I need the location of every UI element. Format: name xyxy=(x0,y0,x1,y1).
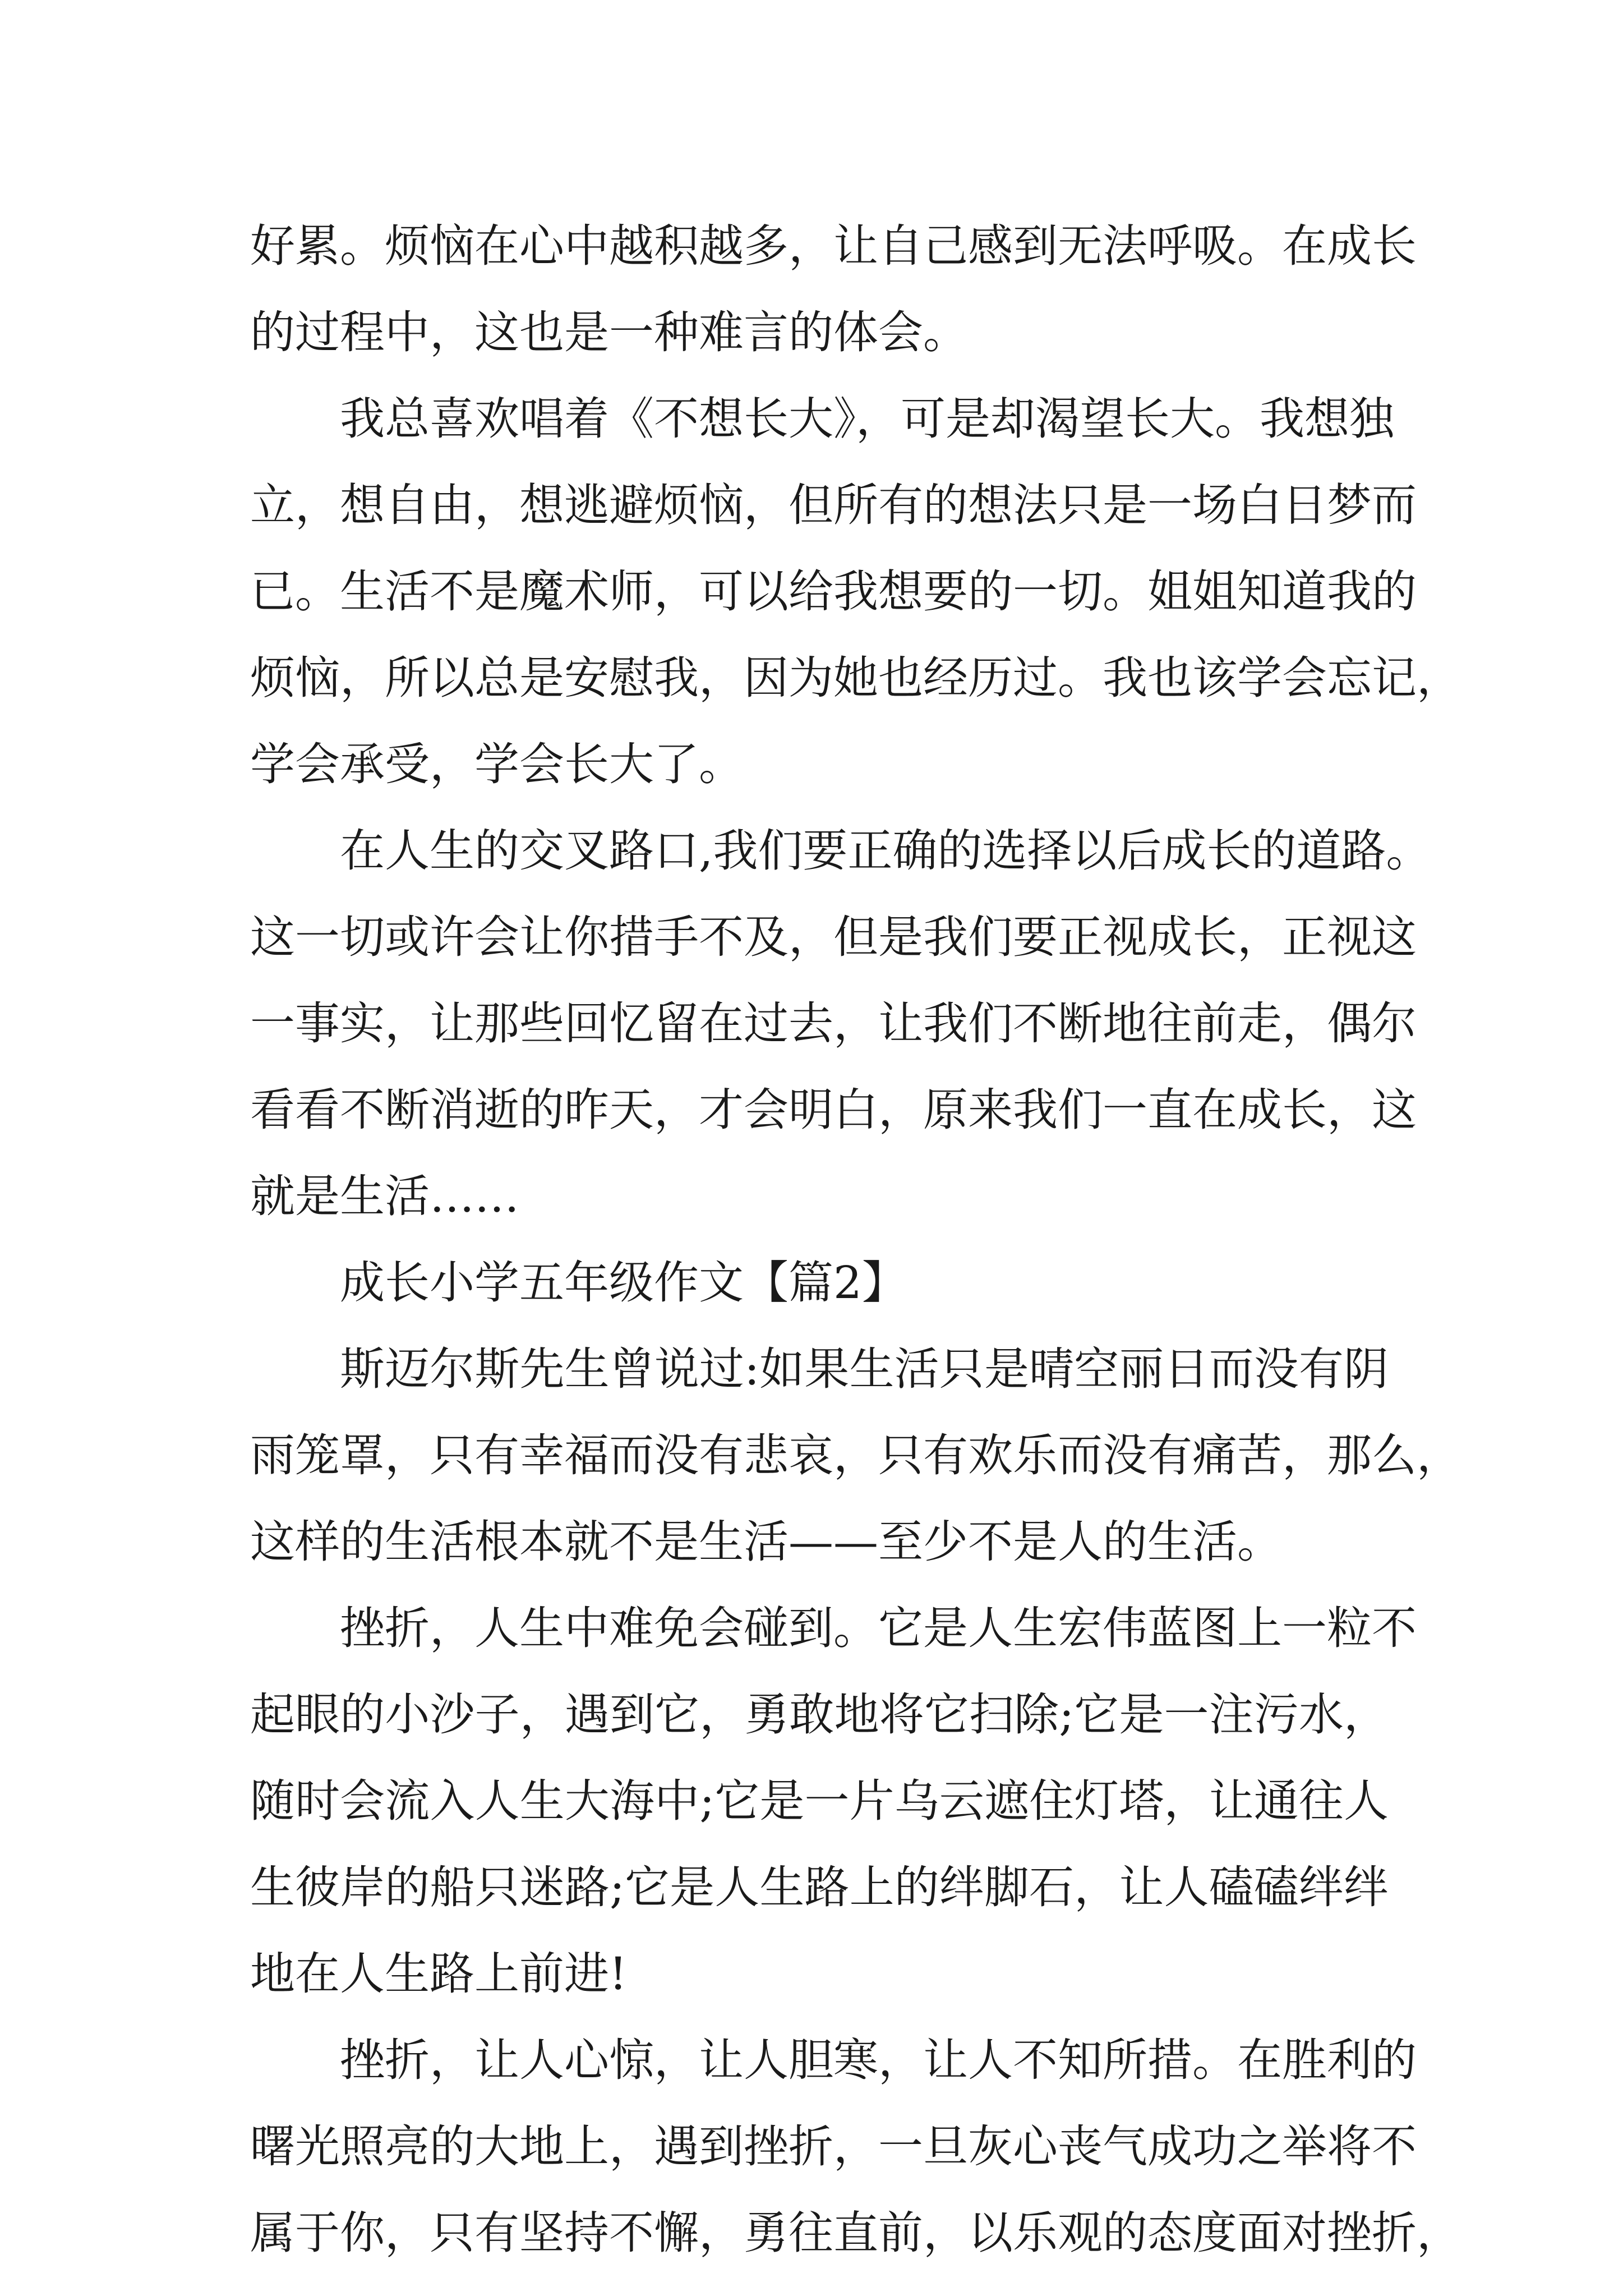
section-heading: 成长小学五年级作文【篇2】 xyxy=(340,1257,907,1309)
text-line: 就是生活…… xyxy=(250,1170,519,1222)
text-line: 一事实，让那些回忆留在过去，让我们不断地往前走，偶尔 xyxy=(250,997,1417,1050)
text-line: 的过程中，这也是一种难言的体会。 xyxy=(250,306,968,358)
paragraph-first-line: 在人生的交叉路口,我们要正确的选择以后成长的道路。 xyxy=(340,825,1431,877)
text-line: 起眼的小沙子，遇到它，勇敢地将它扫除;它是一注污水， xyxy=(250,1688,1389,1741)
text-line: 好累。烦恼在心中越积越多，让自己感到无法呼吸。在成长 xyxy=(250,220,1417,272)
paragraph-first-line: 我总喜欢唱着《不想长大》，可是却渴望长大。我想独 xyxy=(340,393,1394,445)
text-line: 随时会流入人生大海中;它是一片乌云遮住灯塔，让通往人 xyxy=(250,1775,1389,1827)
text-line: 生彼岸的船只迷路;它是人生路上的绊脚石，让人磕磕绊绊 xyxy=(250,1861,1389,1913)
paragraph-first-line: 挫折，让人心惊，让人胆寒，让人不知所措。在胜利的 xyxy=(340,2034,1417,2086)
text-line: 属于你，只有坚持不懈，勇往直前，以乐观的态度面对挫折， xyxy=(250,2207,1461,2259)
text-line: 这样的生活根本就不是生活——至少不是人的生活。 xyxy=(250,1516,1282,1568)
text-line: 曙光照亮的大地上，遇到挫折，一旦灰心丧气成功之举将不 xyxy=(250,2120,1417,2173)
paragraph-first-line: 挫折，人生中难免会碰到。它是人生宏伟蓝图上一粒不 xyxy=(340,1602,1417,1654)
text-line: 已。生活不是魔术师，可以给我想要的一切。姐姐知道我的 xyxy=(250,565,1417,618)
paragraph-first-line: 斯迈尔斯先生曾说过:如果生活只是晴空丽日而没有阴 xyxy=(340,1343,1389,1395)
text-line: 立，想自由，想逃避烦恼，但所有的想法只是一场白日梦而 xyxy=(250,479,1417,531)
document-body xyxy=(250,203,1461,2276)
text-line: 地在人生路上前进! xyxy=(250,1948,628,2000)
text-line: 烦恼，所以总是安慰我，因为她也经历过。我也该学会忘记， xyxy=(250,652,1461,704)
text-line: 这一切或许会让你措手不及，但是我们要正视成长，正视这 xyxy=(250,911,1417,963)
text-line: 雨笼罩，只有幸福而没有悲哀，只有欢乐而没有痛苦，那么， xyxy=(250,1429,1461,1481)
text-line: 看看不断消逝的昨天，才会明白，原来我们一直在成长，这 xyxy=(250,1084,1417,1136)
text-line: 学会承受，学会长大了。 xyxy=(250,738,744,790)
